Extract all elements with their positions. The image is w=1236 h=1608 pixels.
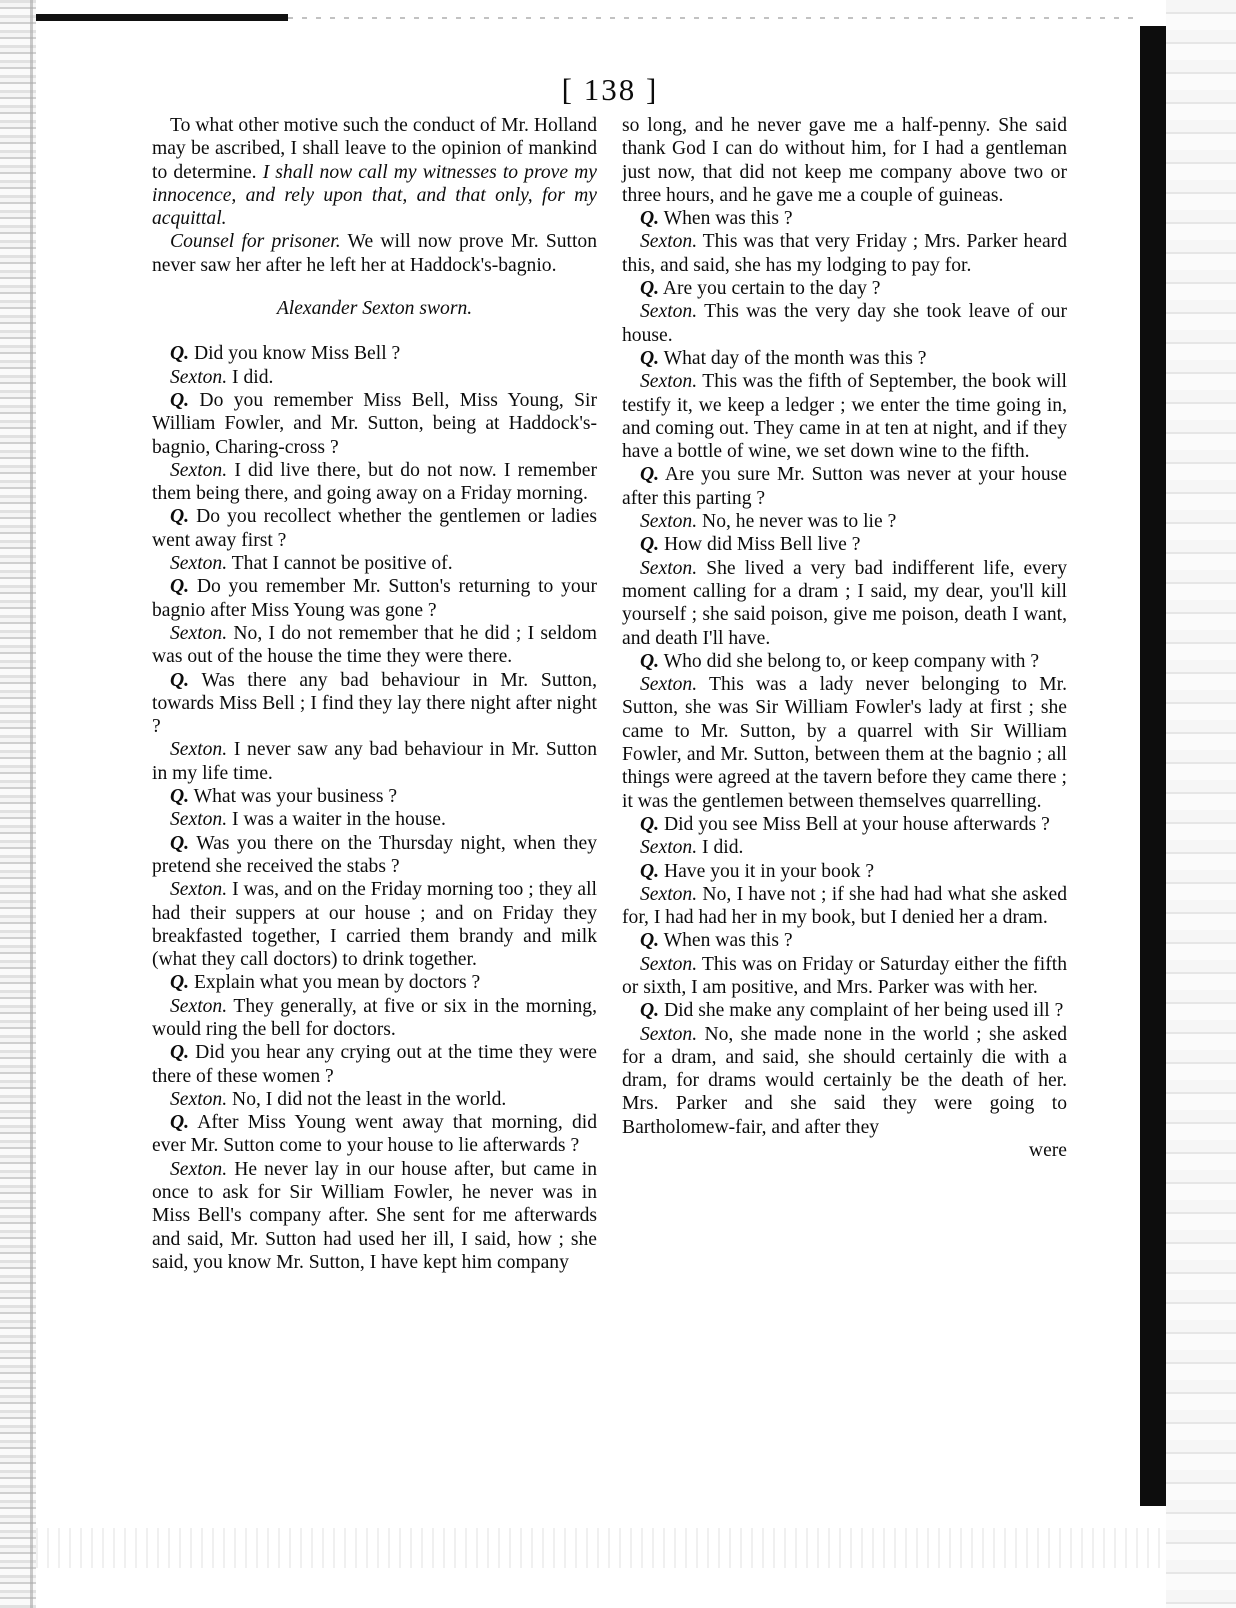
question-label: Q.	[170, 1042, 190, 1064]
speaker-label: Sexton.	[640, 231, 698, 253]
continuation-paragraph: so long, and he never gave me a half-penny. She said thank God I can do without him, for I had a gentleman just now, that did not keep me company above two or three hours, and he gave me a couple of guineas.	[622, 115, 1067, 206]
exchange-text: I did.	[227, 366, 274, 388]
exchange-paragraph	[152, 622, 597, 669]
exchange-text: I was a waiter in the house.	[227, 809, 446, 831]
exchange-paragraph	[152, 808, 597, 831]
exchange-text: What was your business ?	[189, 786, 398, 808]
top-rule-faint	[288, 17, 1138, 19]
exchange-text: Do you remember Mr. Sutton's returning to your bagnio after Miss Young was gone ?	[152, 576, 597, 621]
question-label: Q.	[640, 930, 660, 952]
question-label: Q.	[170, 972, 190, 994]
exchange-text: No, he never was to lie ?	[697, 511, 897, 533]
scan-bottom-noise	[36, 1528, 1166, 1568]
exchange-paragraph	[152, 552, 597, 575]
speaker-label: Sexton.	[640, 953, 698, 975]
exchange-text: Was there any bad behaviour in Mr. Sutton, towards Miss Bell ; I find they lay there night after night ?	[152, 669, 597, 738]
exchange-text: Did you know Miss Bell ?	[189, 343, 401, 365]
exchange-paragraph	[622, 1023, 1067, 1139]
exchange-text: They generally, at five or six in the morning, would ring the bell for doctors.	[152, 995, 597, 1040]
top-rule	[36, 14, 288, 21]
witness-heading: Alexander Sexton sworn.	[276, 298, 473, 320]
right-column	[622, 114, 1067, 1162]
exchange-text: What day of the month was this ?	[659, 347, 927, 369]
speaker-label: Sexton.	[170, 809, 228, 831]
speaker-label: Sexton.	[170, 366, 228, 388]
question-label: Q.	[170, 389, 190, 411]
exchange-paragraph	[622, 650, 1067, 673]
catchword: were	[1028, 1140, 1067, 1162]
speaker-label: Sexton.	[640, 1023, 698, 1045]
exchange-text: Do you remember Miss Bell, Miss Young, Sir William Fowler, and Mr. Sutton, being at Haddock's-bagnio, Charing-cross ?	[152, 389, 597, 458]
speaker-label: Sexton.	[640, 371, 698, 393]
question-label: Q.	[640, 650, 660, 672]
exchange-text: That I cannot be positive of.	[227, 553, 453, 575]
speaker-label: Sexton.	[640, 557, 698, 579]
exchange-text: I did live there, but do not now. I remember them being there, and going away on a Friday morning.	[152, 459, 597, 505]
question-label: Q.	[170, 1112, 190, 1134]
speaker-label: Counsel for prisoner.	[170, 231, 341, 253]
exchange-text: He never lay in our house after, but came in once to ask for Sir William Fowler, he never was in Miss Bell's company after. She sent for me afterwards and said, Mr. Sutton had used her ill, I said, how ; she said, you know Mr. Sutton, I have kept him company	[152, 1158, 597, 1273]
exchange-paragraph	[622, 370, 1067, 463]
exchange-paragraph	[152, 1041, 597, 1088]
speaker-label: Sexton.	[640, 301, 698, 323]
exchange-text: I was, and on the Friday morning too ; they all had their suppers at our house ; and on Friday they breakfasted together, I carried them brandy and milk (what they call doctors) to drink together.	[152, 879, 597, 971]
question-label: Q.	[640, 464, 660, 486]
question-label: Q.	[170, 576, 190, 598]
exchange-text: This was the fifth of September, the book will testify it, we keep a ledger ; we enter the time going in, and coming out. They came in at ten at night, and if they have a bottle of wine, we set down wine to the fifth.	[622, 371, 1067, 463]
exchange-text: This was a lady never belonging to Mr. Sutton, she was Sir William Fowler's lady at first ; she came to Mr. Sutton, by a quarrel with Sir William Fowler, and Mr. Sutton, between them at the bagnio ; all things were agreed at the tavern before they came there ; it was the gentlemen between themselves quarrelling.	[622, 674, 1067, 812]
exchange-text: This was that very Friday ; Mrs. Parker heard this, and said, she has my lodging to pay for.	[622, 231, 1067, 276]
question-label: Q.	[170, 506, 190, 528]
exchange-paragraph	[622, 300, 1067, 347]
left-column	[152, 114, 597, 1274]
scan-left-edge	[0, 0, 36, 1608]
question-label: Q.	[640, 278, 660, 300]
exchange-text: This was on Friday or Saturday either the fifth or sixth, I am positive, and Mrs. Parker was with her.	[622, 953, 1067, 998]
speaker-label: Sexton.	[170, 739, 228, 761]
exchange-paragraph	[622, 836, 1067, 859]
exchange-text: Did she make any complaint of her being used ill ?	[659, 1000, 1064, 1022]
exchange-text: Do you recollect whether the gentlemen or ladies went away first ?	[152, 506, 597, 551]
exchange-paragraph	[152, 785, 597, 808]
exchange-paragraph	[152, 738, 597, 785]
exchange-text: I did.	[697, 837, 744, 859]
exchange-text: Did you hear any crying out at the time they were there of these women ?	[152, 1042, 597, 1087]
exchange-paragraph	[152, 878, 597, 971]
speaker-label: Sexton.	[640, 883, 698, 905]
exchange-paragraph	[152, 1111, 597, 1158]
exchange-paragraph	[152, 389, 597, 459]
exchange-text: When was this ?	[659, 930, 793, 952]
exchange-paragraph	[152, 995, 597, 1042]
exchange-paragraph	[152, 366, 597, 389]
speaker-label: Sexton.	[640, 674, 698, 696]
speaker-label: Sexton.	[170, 1158, 228, 1180]
intro-italic-text: I shall now call my witnesses to prove my innocence, and rely upon that, and that only, for my acquittal.	[152, 161, 598, 230]
exchange-paragraph	[152, 971, 597, 994]
exchange-text: Are you sure Mr. Sutton was never at your house after this parting ?	[622, 464, 1067, 509]
right-exchanges	[622, 207, 1067, 1139]
exchange-text: No, she made none in the world ; she asked for a dram, and said, she should certainly die with a dram, for drams would certainly be the death of her. Mrs. Parker and she said they were going to Bartholomew-fair, and after they	[622, 1023, 1067, 1138]
exchange-text: No, I do not remember that he did ; I seldom was out of the house the time they were there.	[152, 622, 597, 668]
question-label: Q.	[640, 1000, 660, 1022]
exchange-text: After Miss Young went away that morning, did ever Mr. Sutton come to your house to lie afterwards ?	[152, 1112, 597, 1157]
exchange-text: Have you it in your book ?	[659, 860, 875, 882]
exchange-text: I never saw any bad behaviour in Mr. Sutton in my life time.	[152, 739, 597, 784]
counsel-text: We will now prove Mr. Sutton never saw her after he left her at Haddock's-bagnio.	[152, 231, 597, 276]
question-label: Q.	[170, 786, 190, 808]
exchange-text: Was you there on the Thursday night, when they pretend she received the stabs ?	[152, 832, 597, 877]
intro-paragraph	[152, 114, 597, 230]
speaker-label: Sexton.	[640, 837, 698, 859]
scan-right-edge	[1166, 0, 1236, 1608]
speaker-label: Sexton.	[170, 553, 228, 575]
exchange-paragraph	[622, 813, 1067, 836]
exchange-paragraph	[622, 277, 1067, 300]
exchange-paragraph	[622, 929, 1067, 952]
exchange-paragraph	[152, 342, 597, 365]
speaker-label: Sexton.	[170, 879, 228, 901]
speaker-label: Sexton.	[170, 459, 228, 481]
exchange-text: Did you see Miss Bell at your house afterwards ?	[659, 813, 1050, 835]
question-label: Q.	[170, 669, 190, 691]
exchange-paragraph	[152, 669, 597, 739]
exchange-text: Who did she belong to, or keep company with ?	[659, 650, 1040, 672]
intro-text: To what other motive such the conduct of Mr. Holland may be ascribed, I shall leave to the opinion of mankind to determine.	[152, 115, 597, 183]
exchange-paragraph	[622, 347, 1067, 370]
exchange-paragraph	[622, 533, 1067, 556]
question-label: Q.	[640, 534, 660, 556]
question-label: Q.	[640, 208, 660, 230]
exchange-paragraph	[622, 463, 1067, 510]
exchange-paragraph	[152, 1088, 597, 1111]
exchange-paragraph	[622, 673, 1067, 813]
exchange-paragraph	[622, 510, 1067, 533]
exchange-text: She lived a very bad indifferent life, every moment calling for a dram ; I said, my dear, you'll kill yourself ; she said poison, give me poison, death I want, and death I'll have.	[622, 557, 1067, 649]
question-label: Q.	[640, 860, 660, 882]
question-label: Q.	[640, 813, 660, 835]
exchange-paragraph	[152, 459, 597, 506]
counsel-paragraph	[152, 230, 597, 277]
exchange-text: This was the very day she took leave of our house.	[622, 301, 1067, 346]
left-exchanges	[152, 342, 597, 1274]
exchange-paragraph	[152, 575, 597, 622]
exchange-paragraph	[622, 999, 1067, 1022]
exchange-paragraph	[152, 832, 597, 879]
exchange-paragraph	[152, 1158, 597, 1274]
exchange-paragraph	[622, 230, 1067, 277]
exchange-text: No, I did not the least in the world.	[227, 1088, 507, 1110]
exchange-paragraph	[152, 505, 597, 552]
speaker-label: Sexton.	[640, 511, 698, 533]
question-label: Q.	[170, 832, 190, 854]
exchange-text: No, I have not ; if she had had what she asked for, I had had her in my book, but I denied her a dram.	[622, 883, 1067, 929]
exchange-paragraph	[622, 860, 1067, 883]
exchange-text: When was this ?	[659, 208, 793, 230]
speaker-label: Sexton.	[170, 995, 228, 1017]
exchange-paragraph	[622, 953, 1067, 1000]
exchange-text: Explain what you mean by doctors ?	[189, 972, 481, 994]
exchange-paragraph	[622, 883, 1067, 930]
scan-right-shadow-bar	[1140, 26, 1166, 1506]
question-label: Q.	[640, 347, 660, 369]
exchange-text: How did Miss Bell live ?	[659, 534, 861, 556]
speaker-label: Sexton.	[170, 622, 228, 644]
exchange-text: Are you certain to the day ?	[659, 278, 881, 300]
speaker-label: Sexton.	[170, 1088, 228, 1110]
question-label: Q.	[170, 343, 190, 365]
exchange-paragraph	[622, 557, 1067, 650]
exchange-paragraph	[622, 207, 1067, 230]
page-number: [ 138 ]	[561, 72, 659, 107]
